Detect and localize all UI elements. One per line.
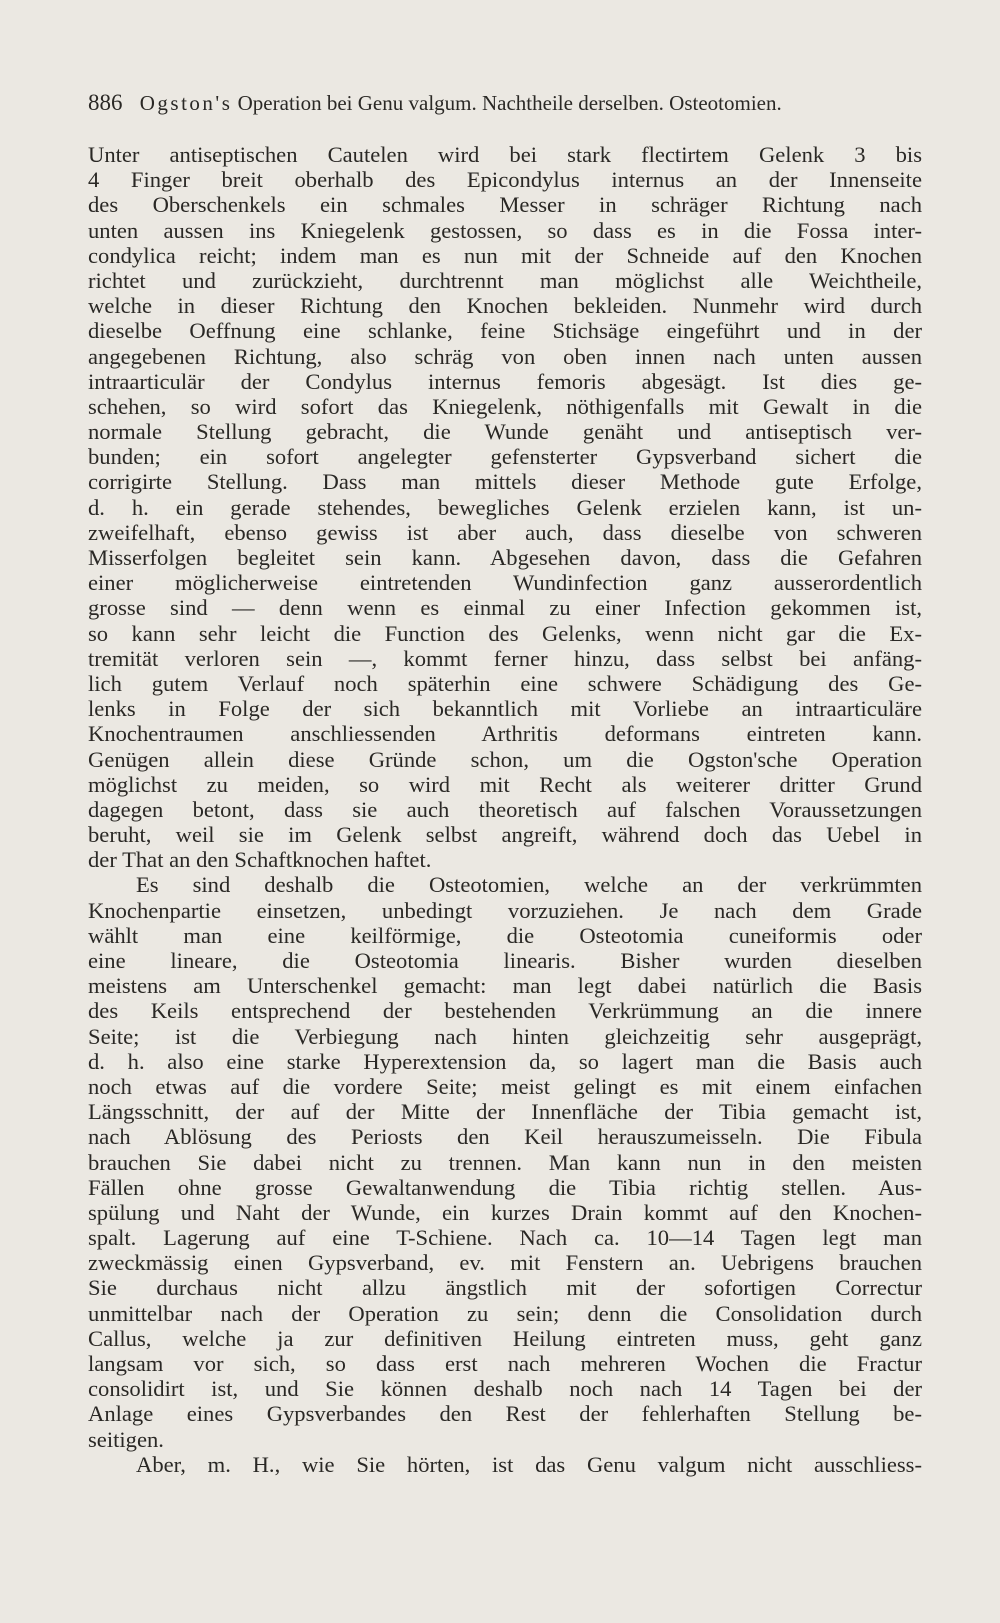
text-line: bunden; ein sofort angelegter gefensterter Gypsverband sichert die <box>88 444 922 470</box>
text-line: spalt. Lagerung auf eine T-Schiene. Nach ca. 10—14 Tagen legt man <box>88 1225 922 1251</box>
body-text <box>88 142 922 1477</box>
text-line: Knochentraumen anschliessenden Arthritis deformans eintreten kann. <box>88 721 922 747</box>
text-line: Seite; ist die Verbiegung nach hinten gleichzeitig sehr ausgeprägt, <box>88 1023 922 1049</box>
header-author: Ogston's <box>139 91 233 115</box>
text-line: Genügen allein diese Gründe schon, um die Ogston'sche Operation <box>88 746 922 772</box>
text-line: Anlage eines Gypsverbandes den Rest der fehlerhaften Stellung be- <box>88 1401 922 1427</box>
text-line: zweifelhaft, ebenso gewiss ist aber auch, dass dieselbe von schweren <box>88 519 922 545</box>
text-line: intraarticulär der Condylus internus femoris abgesägt. Ist dies ge- <box>88 368 922 394</box>
text-line: 4 Finger breit oberhalb des Epicondylus internus an der Innenseite <box>88 167 922 193</box>
text-line: Fällen ohne grosse Gewaltanwendung die Tibia richtig stellen. Aus- <box>88 1174 922 1200</box>
text-line: möglichst zu meiden, so wird mit Recht als weiterer dritter Grund <box>88 771 922 797</box>
text-line: Sie durchaus nicht allzu ängstlich mit der sofortigen Correctur <box>88 1275 922 1301</box>
text-line: richtet und zurückzieht, durchtrennt man möglichst alle Weichtheile, <box>88 267 922 293</box>
text-line: noch etwas auf die vordere Seite; meist gelingt es mit einem einfachen <box>88 1073 922 1099</box>
text-line: Unter antiseptischen Cautelen wird bei stark flectirtem Gelenk 3 bis <box>88 142 922 167</box>
text-line: unten aussen ins Kniegelenk gestossen, so dass es in die Fossa inter- <box>88 217 922 243</box>
text-line: brauchen Sie dabei nicht zu trennen. Man kann nun in den meisten <box>88 1149 922 1175</box>
text-line: d. h. also eine starke Hyperextension da, so lagert man die Basis auch <box>88 1048 922 1074</box>
text-line: seitigen. <box>88 1426 164 1452</box>
text-line: welche in dieser Richtung den Knochen bekleiden. Nunmehr wird durch <box>88 293 922 319</box>
text-line: dieselbe Oeffnung eine schlanke, feine Stichsäge eingeführt und in der <box>88 318 922 344</box>
text-line: spülung und Naht der Wunde, ein kurzes Drain kommt auf den Knochen- <box>88 1199 922 1225</box>
text-line: Es sind deshalb die Osteotomien, welche an der verkrümmten <box>136 872 922 898</box>
text-line: der That an den Schaftknochen haftet. <box>88 847 432 873</box>
text-line: angegebenen Richtung, also schräg von oben innen nach unten aussen <box>88 343 922 369</box>
header-title: Operation bei Genu valgum. Nachtheile derselben. Osteotomien. <box>237 91 782 115</box>
text-line: des Oberschenkels ein schmales Messer in schräger Richtung nach <box>88 192 922 218</box>
text-line: corrigirte Stellung. Dass man mittels dieser Methode gute Erfolge, <box>88 469 922 495</box>
text-line: tremität verloren sein —, kommt ferner hinzu, dass selbst bei anfäng- <box>88 645 922 671</box>
text-line: grosse sind — denn wenn es einmal zu einer Infection gekommen ist, <box>88 595 922 621</box>
text-line: nach Ablösung des Periosts den Keil herauszumeisseln. Die Fibula <box>88 1124 922 1150</box>
text-line: einer möglicherweise eintretenden Wundinfection ganz ausserordentlich <box>88 570 922 596</box>
text-line: meistens am Unterschenkel gemacht: man legt dabei natürlich die Basis <box>88 973 922 999</box>
text-line: d. h. ein gerade stehendes, bewegliches Gelenk erzielen kann, ist un- <box>88 494 922 520</box>
text-line: Knochenpartie einsetzen, unbedingt vorzuziehen. Je nach dem Grade <box>88 897 922 923</box>
text-line: des Keils entsprechend der bestehenden Verkrümmung an die innere <box>88 998 922 1024</box>
text-line: normale Stellung gebracht, die Wunde genäht und antiseptisch ver- <box>88 419 922 445</box>
text-line: beruht, weil sie im Gelenk selbst angreift, während doch das Uebel in <box>88 822 922 848</box>
text-line: wählt man eine keilförmige, die Osteotomia cuneiformis oder <box>88 922 922 948</box>
text-line: langsam vor sich, so dass erst nach mehreren Wochen die Fractur <box>88 1351 922 1376</box>
text-line: Aber, m. H., wie Sie hörten, ist das Genu valgum nicht ausschliess- <box>136 1451 922 1477</box>
text-line: condylica reicht; indem man es nun mit der Schneide auf den Knochen <box>88 242 922 268</box>
text-line: schehen, so wird sofort das Kniegelenk, nöthigenfalls mit Gewalt in die <box>88 393 922 419</box>
text-line: Längsschnitt, der auf der Mitte der Innenfläche der Tibia gemacht ist, <box>88 1099 922 1125</box>
text-line: dagegen betont, dass sie auch theoretisch auf falschen Voraussetzungen <box>88 796 922 822</box>
text-line: lenks in Folge der sich bekanntlich mit Vorliebe an intraarticuläre <box>88 696 922 722</box>
running-header <box>88 88 918 118</box>
text-line: Callus, welche ja zur definitiven Heilung eintreten muss, geht ganz <box>88 1325 922 1351</box>
page-number: 886 <box>88 90 123 115</box>
text-line: lich gutem Verlauf noch späterhin eine schwere Schädigung des Ge- <box>88 670 922 696</box>
text-line: Misserfolgen begleitet sein kann. Abgesehen davon, dass die Gefahren <box>88 545 922 570</box>
text-line: consolidirt ist, und Sie können deshalb noch nach 14 Tagen bei der <box>88 1376 922 1402</box>
text-line: so kann sehr leicht die Function des Gelenks, wenn nicht gar die Ex- <box>88 620 922 646</box>
text-line: unmittelbar nach der Operation zu sein; denn die Consolidation durch <box>88 1300 922 1326</box>
text-line: zweckmässig einen Gypsverband, ev. mit Fenstern an. Uebrigens brauchen <box>88 1250 922 1276</box>
text-line: eine lineare, die Osteotomia linearis. Bisher wurden dieselben <box>88 948 922 973</box>
